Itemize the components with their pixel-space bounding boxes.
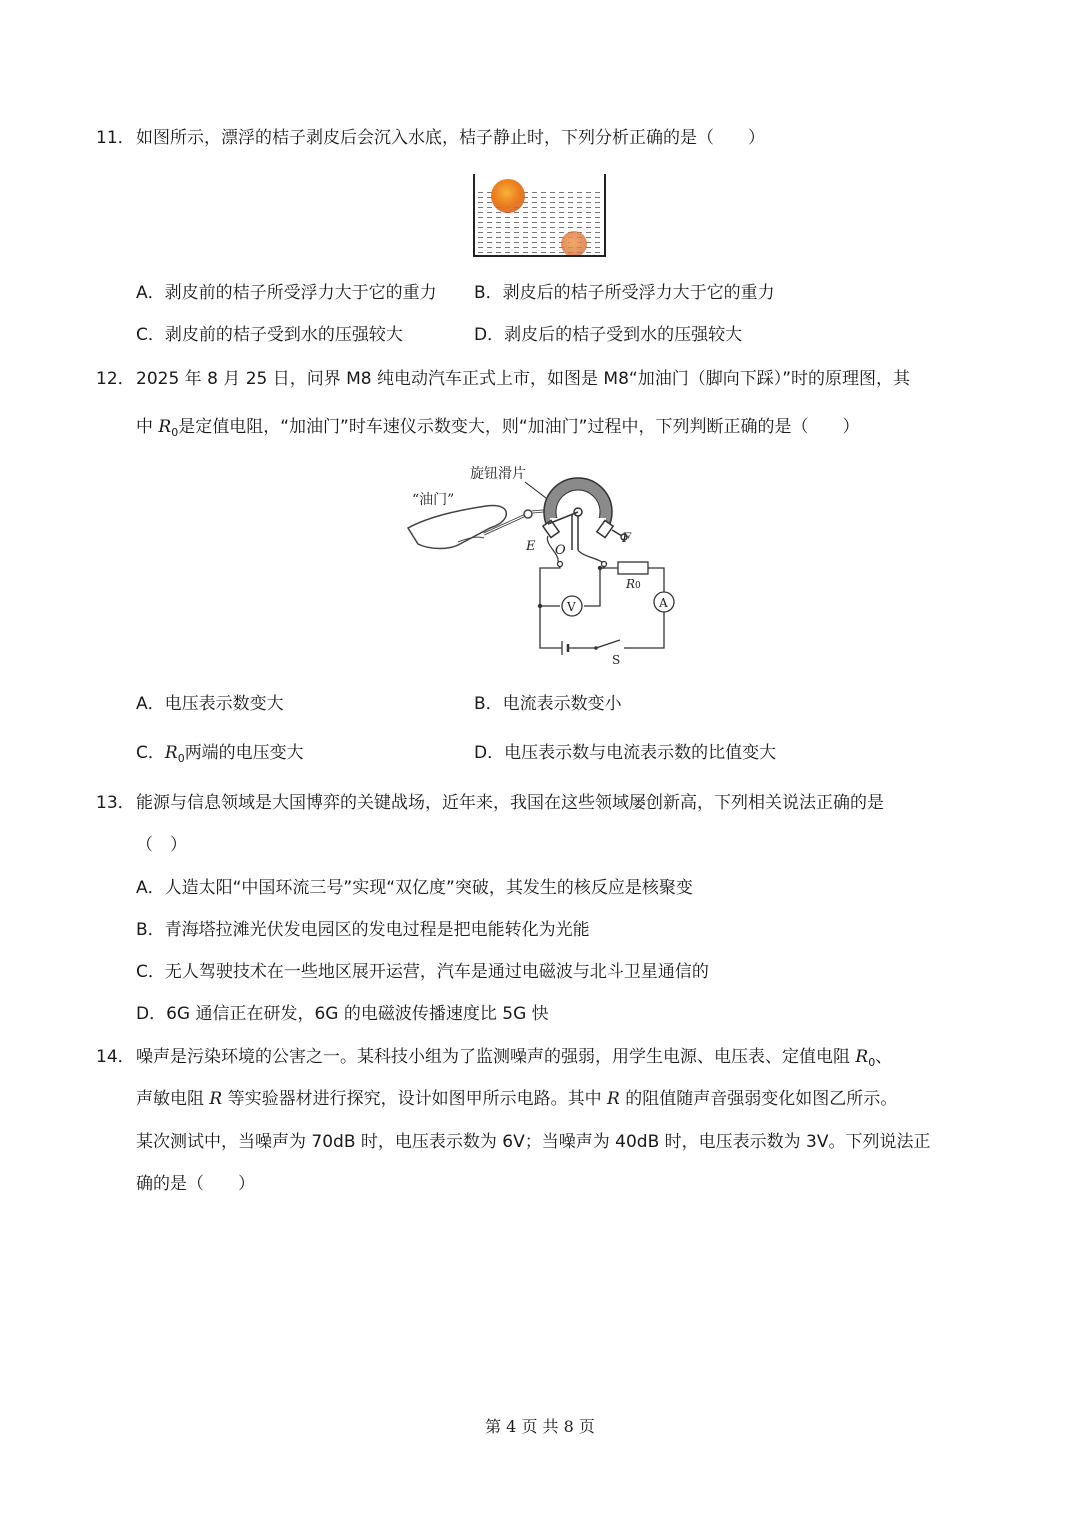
switch-label: S bbox=[612, 653, 621, 667]
option-c[interactable]: C．剥皮前的桔子受到水的压强较大 bbox=[136, 325, 403, 345]
question-stem: 如图所示，漂浮的桔子剥皮后会沉入水底，桔子静止时，下列分析正确的是（ ） bbox=[136, 128, 765, 148]
question-number: 11． bbox=[96, 128, 135, 148]
question-number: 12． bbox=[96, 369, 135, 389]
option-d[interactable]: D．6G 通信正在研发，6G 的电磁波传播速度比 5G 快 bbox=[136, 1004, 549, 1024]
terminal-f-label: F bbox=[622, 531, 632, 546]
question-stem-line-2: 中 $R_0$是定值电阻，“加油门”时车速仪示数变大，则“加油门”过程中，下列判断正确的是（ ） bbox=[136, 417, 860, 439]
resistor-r0-label: R0 bbox=[626, 577, 641, 591]
sunk-orange bbox=[561, 231, 587, 257]
question-stem-line-2: （ ） bbox=[136, 835, 187, 855]
option-a[interactable]: A．人造太阳“中国环流三号”实现“双亿度”突破，其发生的核反应是核聚变 bbox=[136, 878, 693, 898]
question-stem-line-1: 2025 年 8 月 25 日，问界 M8 纯电动汽车正式上市，如图是 M8“加油门（脚向下踩）”时的原理图，其 bbox=[136, 369, 911, 389]
pedal-label: “油门” bbox=[412, 492, 455, 508]
foot-icon bbox=[408, 505, 506, 548]
option-c[interactable]: C．无人驾驶技术在一些地区展开运营，汽车是通过电磁波与北斗卫星通信的 bbox=[136, 962, 709, 982]
question-number: 13． bbox=[96, 793, 135, 813]
question-stem-line-2: 声敏电阻 R 等实验器材进行探究，设计如图甲所示电路。其中 R 的阻值随声音强弱变化如图乙所示。 bbox=[136, 1089, 898, 1109]
question-stem-line-1: 噪声是污染环境的公害之一。某科技小组为了监测噪声的强弱，用学生电源、电压表、定值电阻 $R_0$、 bbox=[136, 1047, 893, 1069]
option-d[interactable]: D．电压表示数与电流表示数的比值变大 bbox=[474, 743, 777, 763]
option-b[interactable]: B．电流表示数变小 bbox=[474, 694, 622, 714]
svg-text:V: V bbox=[567, 600, 576, 614]
slider-label: 旋钮滑片 bbox=[470, 466, 526, 482]
question-number: 14． bbox=[96, 1047, 135, 1067]
svg-text:A: A bbox=[659, 596, 668, 610]
throttle-circuit-figure bbox=[400, 458, 700, 668]
question-stem-line-1: 能源与信息领域是大国博弈的关键战场，近年来，我国在这些领域屡创新高，下列相关说法正确的是 bbox=[136, 793, 884, 813]
page-footer: 第 4 页 共 8 页 bbox=[485, 1417, 595, 1436]
question-stem-line-3: 某次测试中，当噪声为 70dB 时，电压表示数为 6V；当噪声为 40dB 时，电压表示数为 3V。下列说法正 bbox=[136, 1132, 931, 1152]
question-stem-line-4: 确的是（ ） bbox=[136, 1174, 255, 1194]
option-b[interactable]: B．剥皮后的桔子所受浮力大于它的重力 bbox=[474, 283, 775, 303]
terminal-e-label: E bbox=[526, 539, 536, 554]
floating-orange bbox=[491, 179, 525, 213]
option-b[interactable]: B．青海塔拉滩光伏发电园区的发电过程是把电能转化为光能 bbox=[136, 920, 590, 940]
option-a[interactable]: A．剥皮前的桔子所受浮力大于它的重力 bbox=[136, 283, 437, 303]
terminal-o-label: O bbox=[555, 543, 566, 558]
option-a[interactable]: A．电压表示数变大 bbox=[136, 694, 284, 714]
option-d[interactable]: D．剥皮后的桔子受到水的压强较大 bbox=[474, 325, 743, 345]
option-c[interactable]: C．$R_0$两端的电压变大 bbox=[136, 743, 304, 765]
orange-beaker-figure bbox=[468, 170, 612, 262]
resistor-r0 bbox=[618, 562, 648, 574]
